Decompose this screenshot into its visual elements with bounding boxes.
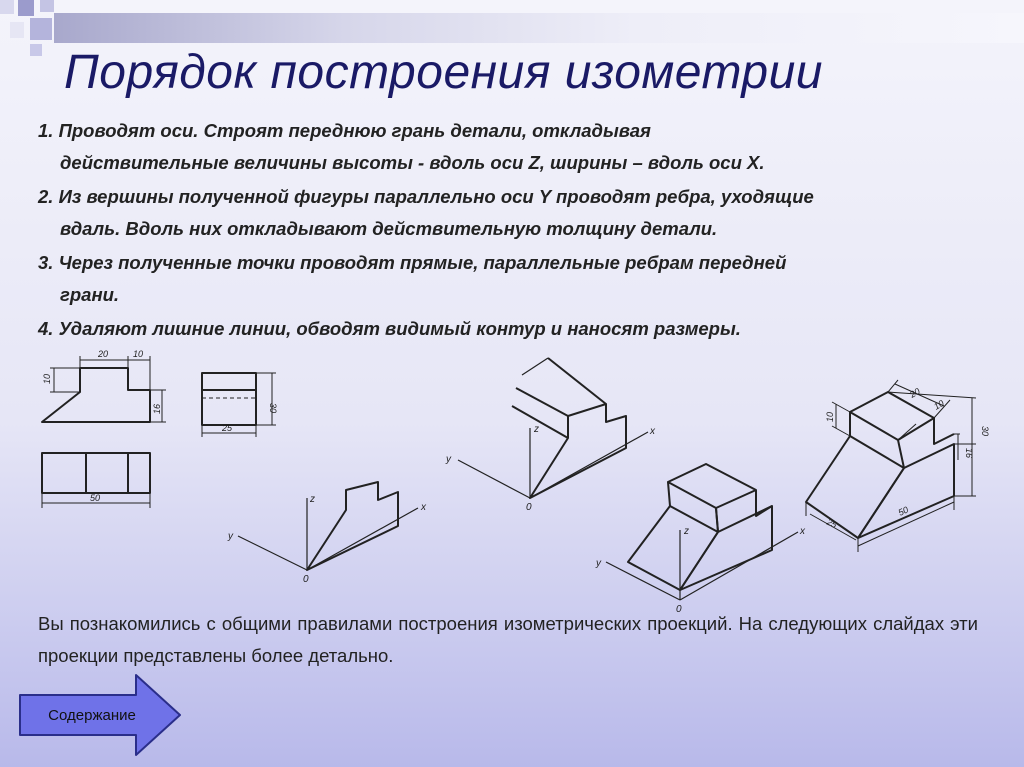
steps-list	[38, 115, 1008, 345]
step-1-number: 1.	[38, 120, 54, 141]
dim-label: 10	[825, 411, 835, 422]
axis-label-x: x	[421, 502, 426, 513]
dim-label: 25	[222, 423, 233, 433]
step-1	[38, 115, 1008, 179]
step-1-line1: Проводят оси. Строят переднюю грань детали, откладывая	[58, 120, 651, 141]
front-view-drawing	[42, 349, 166, 422]
step-4-line1: Удаляют лишние линии, обводят видимый контур и наносят размеры.	[58, 318, 741, 339]
step1-isometric-drawing	[227, 482, 427, 585]
step-3	[38, 247, 1008, 311]
side-view-drawing	[202, 373, 278, 437]
dim-label: 10	[932, 398, 946, 412]
page-title: Порядок построения изометрии	[64, 46, 823, 99]
dim-label: 50	[896, 504, 910, 518]
axis-label-y: y	[446, 454, 451, 465]
contents-nav-button[interactable]	[18, 673, 182, 757]
contents-nav-label: Содержание	[48, 706, 136, 724]
step-2-line1: Из вершины полученной фигуры параллельно оси Y проводят ребра, уходящие	[58, 186, 814, 207]
dim-label: 25	[825, 516, 839, 531]
dim-label: 30	[268, 403, 278, 414]
axis-label-z: z	[684, 526, 689, 537]
step-4-number: 4.	[38, 318, 54, 339]
axis-label-z: z	[534, 424, 539, 435]
dim-label: 50	[90, 493, 101, 503]
top-view-drawing	[42, 453, 150, 508]
title-bar	[54, 13, 1024, 43]
dim-label: 20	[908, 386, 922, 400]
step2-isometric-drawing	[445, 358, 656, 513]
axis-label-origin: 0	[526, 502, 532, 513]
axis-label-origin: 0	[303, 574, 309, 585]
dim-label: 16	[964, 448, 974, 459]
dim-label: 30	[980, 426, 990, 437]
step-3-number: 3.	[38, 252, 54, 273]
step-2-line2: вдаль. Вдоль них откладывают действительную толщину детали.	[60, 218, 718, 239]
dim-label: 10	[133, 349, 144, 359]
final-isometric-drawing	[806, 380, 990, 552]
axis-label-origin: 0	[676, 604, 682, 615]
dim-label: 10	[42, 373, 52, 384]
axis-label-z: z	[310, 494, 315, 505]
dim-label: 16	[152, 403, 162, 414]
step-2	[38, 181, 1008, 245]
summary-text: Вы познакомились с общими правилами построения изометрических проекций. На следующих слайдах эти проекции представлены более детально.	[38, 613, 978, 666]
step-2-number: 2.	[38, 186, 54, 207]
dim-label: 20	[98, 349, 109, 359]
axis-label-x: x	[800, 526, 805, 537]
step-1-line2: действительные величины высоты - вдоль оси Z, ширины – вдоль оси X.	[60, 152, 765, 173]
axis-label-y: y	[596, 558, 601, 569]
drawings-area	[0, 340, 1024, 620]
axis-label-x: x	[650, 426, 655, 437]
axis-label-y: y	[228, 531, 233, 542]
step-3-line1: Через полученные точки проводят прямые, параллельные ребрам передней	[58, 252, 787, 273]
step3-isometric-drawing	[595, 464, 806, 615]
step-3-line2: грани.	[60, 284, 120, 305]
